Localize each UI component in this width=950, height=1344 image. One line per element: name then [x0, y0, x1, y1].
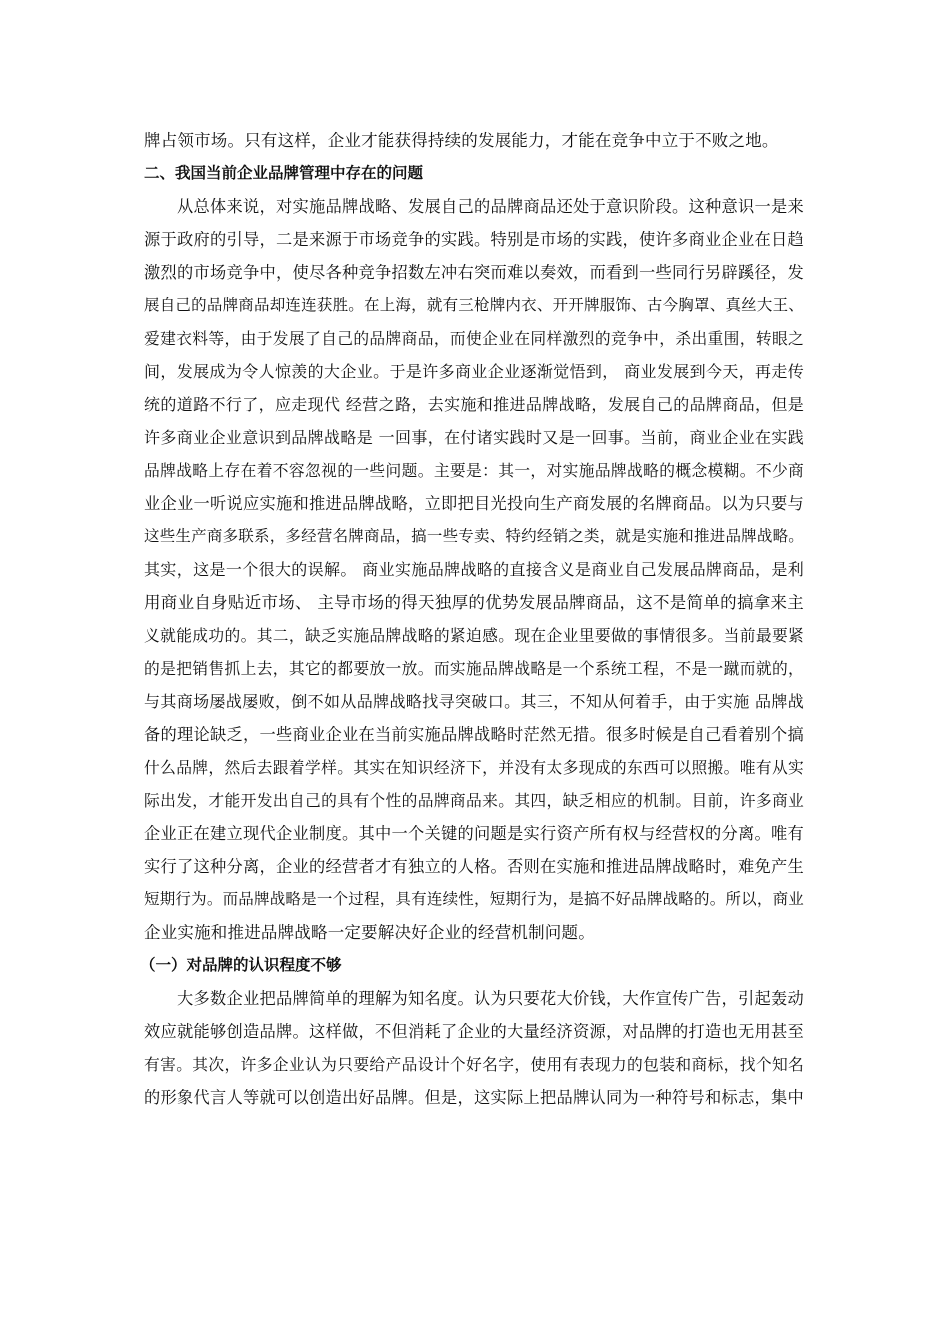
paragraph-line: 有害。其次，许多企业认为只要给产品设计个好名字，使用有表现力的包装和商标，找个知名: [144, 1055, 804, 1074]
paragraph-line: 际出发，才能开发出自己的具有个性的品牌商品来。其四，缺乏相应的机制。目前，许多商业: [144, 791, 804, 810]
paragraph-line: 其实，这是一个很大的误解。 商业实施品牌战略的直接含义是商业自己发展品牌商品，是利: [144, 560, 804, 579]
paragraph-line: 的形象代言人等就可以创造出好品牌。但是，这实际上把品牌认同为一种符号和标志，集中: [144, 1088, 804, 1107]
paragraph-line: 企业实施和推进品牌战略一定要解决好企业的经营机制问题。: [144, 923, 595, 942]
paragraph-line: 企业正在建立现代企业制度。其中一个关键的问题是实行资产所有权与经营权的分离。唯有: [144, 824, 804, 843]
paragraph-line: 激烈的市场竞争中，使尽各种竞争招数左冲右突而难以奏效，而看到一些同行另辟蹊径，发: [144, 263, 804, 282]
paragraph-line: 与其商场屡战屡败，倒不如从品牌战略找寻突破口。其三，不知从何着手，由于实施 品牌战: [144, 692, 804, 711]
paragraph-line: 品牌战略上存在着不容忽视的一些问题。主要是：其一，对实施品牌战略的概念模糊。不少商: [144, 461, 804, 480]
paragraph-line: 许多商业企业意识到品牌战略是 一回事，在付诸实践时又是一回事。当前，商业企业在实践: [144, 428, 804, 447]
paragraph-line: 备的理论缺乏，一些商业企业在当前实施品牌战略时茫然无措。很多时候是自己看着别个搞: [144, 725, 804, 744]
paragraph-1: [144, 190, 804, 949]
paragraph-line: 什么品牌，然后去跟着学样。其实在知识经济下，并没有太多现成的东西可以照搬。唯有从实: [144, 758, 804, 777]
paragraph-line: 义就能成功的。其二，缺乏实施品牌战略的紧迫感。现在企业里要做的事情很多。当前最要紧: [144, 626, 804, 645]
paragraph-line: 的是把销售抓上去，其它的都要放一放。而实施品牌战略是一个系统工程，不是一蹴而就的，: [144, 659, 804, 678]
section-heading: 二、我国当前企业品牌管理中存在的问题: [144, 164, 424, 182]
paragraph-line: 从总体来说，对实施品牌战略、发展自己的品牌商品还处于意识阶段。这种意识一是来: [177, 197, 804, 216]
paragraph-line: 大多数企业把品牌简单的理解为知名度。认为只要花大价钱，大作宣传广告，引起轰动: [177, 989, 804, 1008]
paragraph-2: [144, 982, 804, 1114]
subsection-heading: （一）对品牌的认识程度不够: [140, 956, 342, 974]
paragraph-line: 统的道路不行了，应走现代 经营之路，去实施和推进品牌战略，发展自己的品牌商品，但是: [144, 395, 804, 414]
paragraph-line: 效应就能够创造品牌。这样做，不但消耗了企业的大量经济资源，对品牌的打造也无用甚至: [144, 1022, 804, 1041]
document-body: [140, 124, 804, 1114]
paragraph-line: 爱建衣料等，由于发展了自己的品牌商品，而使企业在同样激烈的竞争中，杀出重围，转眼之: [144, 329, 804, 348]
paragraph-line: 源于政府的引导，二是来源于市场竞争的实践。特别是市场的实践，使许多商业企业在日趋: [144, 230, 804, 249]
paragraph-line: 间，发展成为令人惊羡的大企业。于是许多商业企业逐渐觉悟到， 商业发展到今天，再走传: [144, 362, 804, 381]
paragraph-line: 展自己的品牌商品却连连获胜。在上海，就有三枪牌内衣、开开牌服饰、古今胸罩、真丝大王、: [144, 296, 804, 314]
paragraph-line: 短期行为。而品牌战略是一个过程，具有连续性，短期行为，是搞不好品牌战略的。所以，商业: [144, 890, 804, 908]
paragraph-line: 用商业自身贴近市场、 主导市场的得天独厚的优势发展品牌商品，这不是简单的搞拿来主: [144, 593, 804, 612]
paragraph-line: 业企业一听说应实施和推进品牌战略，立即把目光投向生产商发展的名牌商品。以为只要与: [144, 494, 804, 513]
paragraph-line: 这些生产商多联系，多经营名牌商品，搞一些专卖、特约经销之类，就是实施和推进品牌战略。: [144, 527, 804, 545]
paragraph-line: 实行了这种分离，企业的经营者才有独立的人格。否则在实施和推进品牌战略时，难免产生: [144, 857, 804, 876]
intro-line: 牌占领市场。只有这样，企业才能获得持续的发展能力，才能在竞争中立于不败之地。: [144, 131, 779, 150]
